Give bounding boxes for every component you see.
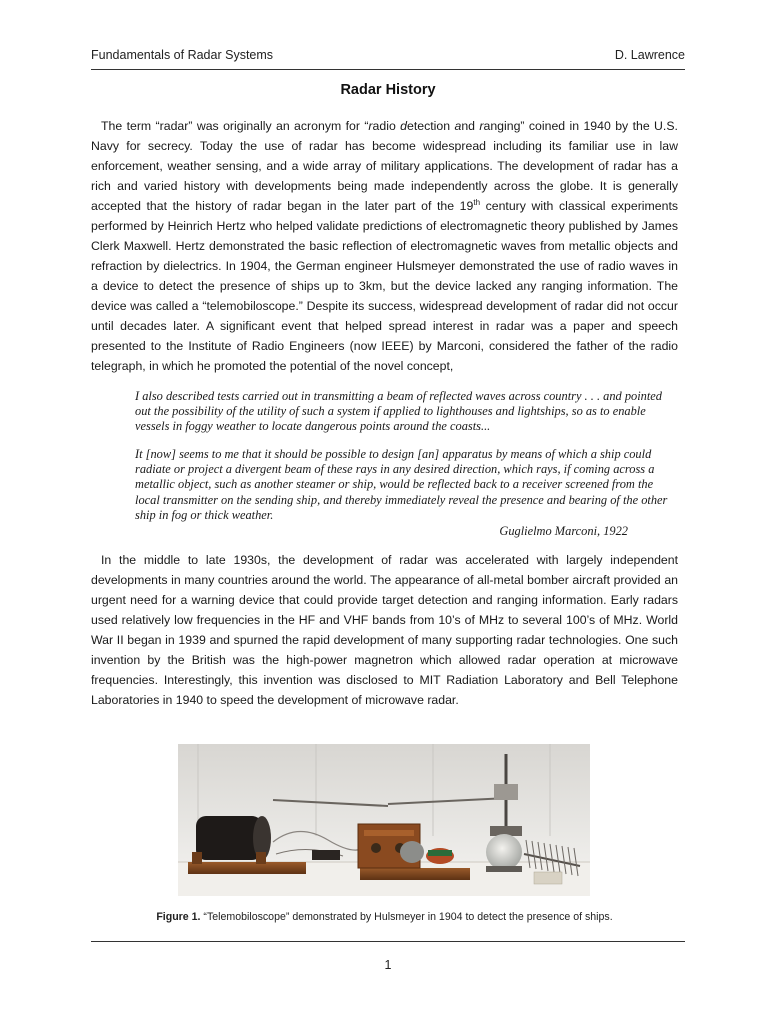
emphasis-letter: r (368, 119, 373, 133)
footer-rule (91, 941, 685, 942)
photo-illustration (178, 744, 590, 896)
blockquote-2: It [now] seems to me that it should be possible to design [an] apparatus by means of which a ship could radiate or project a divergent beam of these rays in any desired direction, which rays, if coming across a metallic object, such as another steamer or ship, would be reflected back to a receiver screened from the local transmitter on the sending ship, and thereby immediately reveal the presence and bearing of the other ship in fog or thick weather. (135, 447, 668, 522)
paragraph-intro-text-6: century with classical experiments performed by Heinrich Hertz who helped validate predictions of electromagnetic theory published by James Clerk Maxwell. Hertz demonstrated the basic reflection of electromagnetic waves from metallic objects and refraction by dielectrics. In 1904, the German engineer Hulsmeyer demonstrated the use of radio waves in a device to detect the presence of ships up to 3km, but the device lacked any ranging information. The device was called a “telemobiloscope.” Despite its success, widespread development of radar did not occur until decades later. A significant event that helped spread interest in radar was a paper and speech presented to the Institute of Radio Engineers (now IEEE) by Marconi, considered the father of the radio telegraph, in which he promoted the potential of the novel concept, (91, 199, 679, 373)
figure-caption (91, 911, 678, 923)
page-number: 1 (384, 958, 392, 972)
blockquote-1: I also described tests carried out in transmitting a beam of reflected waves across country . . . and pointed out the possibility of the utility of such a system if applied to lighthouses and lightships, so as to enable vessels in foggy weather to locate dangerous points around the coasts... (135, 389, 662, 434)
quote-attribution: Guglielmo Marconi, 1922 (499, 524, 628, 538)
paragraph-intro-text-2: adio (372, 119, 401, 133)
figure-label: Figure 1. (156, 911, 201, 923)
section-title: Radar History (340, 82, 436, 98)
paragraph-intro-text-1: The term “radar” was originally an acronym for “ (101, 119, 369, 133)
paragraph-ww2 (91, 550, 678, 710)
emphasis-letter: d (400, 119, 408, 133)
header-rule (91, 69, 685, 70)
paragraph-intro-text-5: anging” coined in 1940 by the U.S. Navy for secrecy. Today the use of radar has become widespread including its familiar use in law enforcement, weather sensing, and a wide array of military applications. The development of radar has a rich and varied history with developments being made independently across the globe. It is generally accepted that the history of radar began in the later part of the 19 (91, 119, 678, 213)
header-book-title: Fundamentals of Radar Systems (91, 48, 274, 62)
superscript: th (473, 197, 481, 207)
running-header (91, 46, 685, 68)
paragraph-intro (91, 116, 678, 376)
emphasis-letter: a (454, 119, 462, 133)
header-author: D. Lawrence (614, 48, 685, 62)
figure-caption-text: “Telemobiloscope” demonstrated by Hulsmeyer in 1904 to detect the presence of ships. (200, 911, 613, 923)
emphasis-letter: r (479, 119, 484, 133)
paragraph-intro-text-3: etection (407, 119, 455, 133)
paragraph-ww2-text: In the middle to late 1930s, the development of radar was accelerated with largely independent developments in many countries around the world. The appearance of all-metal bomber aircraft provided an urgent need for a warning device that could provide target detection and ranging information. Early radars used relatively low frequencies in the HF and VHF bands from 10’s of MHz to several 100’s of MHz. World War II began in 1939 and spurned the rapid development of many supporting radar technologies. One such invention by the British was the high-power magnetron which allowed radar operation at microwave frequencies. Interestingly, this invention was disclosed to MIT Radiation Laboratory and Bell Telephone Laboratories in 1940 to speed the development of microwave radar. (91, 553, 678, 707)
telemobiloscope-photo (178, 744, 590, 896)
paragraph-intro-text-4: nd (461, 119, 480, 133)
